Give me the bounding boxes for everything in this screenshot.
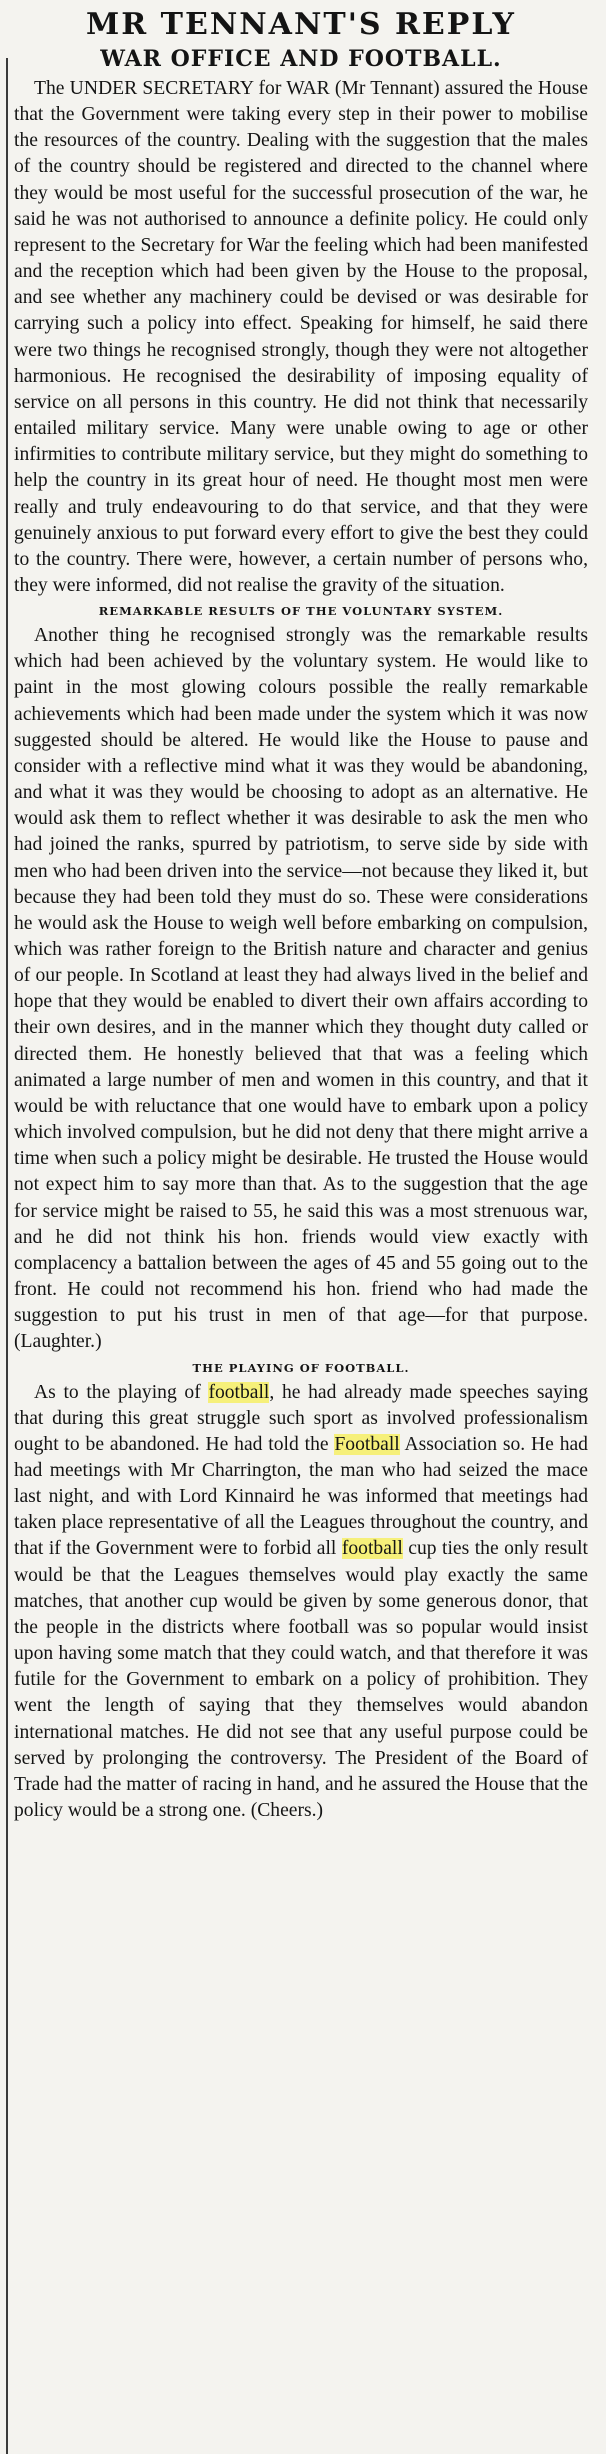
section-heading-football: THE PLAYING OF FOOTBALL. <box>192 1360 410 1375</box>
highlighted-term: football <box>341 1538 403 1560</box>
text-segment: cup ties the only result would be that the Leagues themselves would play exactly the same matches, that another cup would be given by some generous donor, that the people in the districts where football was so popular would insist upon having some match that they could watch, and that therefore it was futile for the Government to embark on a policy of prohibition. They went the length of saying that they themselves would abandon international matches. He did not see that any useful purpose could be served by prolonging the controversy. The President of the Board of Trade had the matter of racing in hand, and he assured the House that the policy would be a strong one. (Cheers.) <box>14 1538 588 1821</box>
column-rule <box>6 58 8 2454</box>
paragraph-opening: The UNDER SECRETARY for WAR (Mr Tennant) assured the House that the Government were taking every step in their power to mobilise the resources of the country. Dealing with the suggestion that the males of the country should be registered and directed to the channel where they would be most useful for the successful prosecution of the war, he said he was not authorised to announce a definite policy. He could only represent to the Secretary for War the feeling which had been manifested and the reception which had been given by the House to the proposal, and see whether any machinery could be devised or was desirable for carrying such a policy into effect. Speaking for himself, he said there were two things he recognised strongly, though they were not altogether harmonious. He recognised the desirability of imposing equality of service on all persons in this country. He did not think that necessarily entailed military service. Many were unable owing to age or other infirmities to contribute military service, but they might do something to help the country in its great hour of need. He thought most men were really and truly endeavouring to do that service, and that they were genuinely anxious to put forward every effort to give the best they could to the country. There were, however, a certain number of persons who, they were informed, did not realise the gravity of the situation. <box>14 78 588 596</box>
highlighted-term: football <box>208 1381 270 1403</box>
paragraph-football <box>14 1380 588 1825</box>
highlighted-term: Football <box>334 1433 400 1455</box>
paragraph-voluntary-system: Another thing he recognised strongly was the remarkable results which had been achieved by the voluntary system. He would like to paint in the most glowing colours possible the really remarkable achievements which had been made under the system which it was now suggested should be altered. He would like the House to pause and consider with a reflective mind what it was they would be abandoning, and what it was they would be choosing to adopt as an alternative. He would ask them to reflect whether it was desirable to ask the men who had joined the ranks, spurred by patriotism, to serve side by side with men who had been driven into the service—not because they liked it, but because they had been told they must do so. These were considerations he would ask the House to weigh well before embarking on compulsion, which was rather foreign to the British nature and character and genius of our people. In Scotland at least they had always lived in the belief and hope that they would be enabled to divert their own affairs according to their own desires, and in the manner which they thought duty called or directed them. He honestly believed that that was a feeling which animated a large number of men and women in this country, and that it would be with reluctance that one would have to embark upon a policy which involved compulsion, but he did not deny that there might arrive a time when such a policy might be desirable. He trusted the House would not expect him to say more than that. As to the suggestion that the age for service might be raised to 55, he said this was a most strenuous war, and he did not think his hon. friends would view exactly with complacency a battalion between the ages of 45 and 55 going out to the front. He could not recommend his hon. friend who had made the suggestion to put his trust in men of that age—for that purpose. (Laughter.) <box>14 625 588 1353</box>
section-heading-voluntary-system: REMARKABLE RESULTS OF THE VOLUNTARY SYSTEM. <box>98 604 504 619</box>
text-segment: As to the playing of <box>34 1381 209 1403</box>
subheadline: WAR OFFICE AND FOOTBALL. <box>100 46 502 72</box>
headline: MR TENNANT'S REPLY <box>86 7 516 42</box>
text-segment: , he had already made speeches saying that during this great struggle such sport as involved professionalism ought to be abandoned. He had told the <box>14 1381 588 1455</box>
text-segment: Association so. He had had meetings with Mr Charrington, the man who had seized the mace last night, and with Lord Kinnaird he was informed that meetings had taken place representative of all the Leagues throughout the country, and that if the Government were to forbid all <box>14 1433 588 1560</box>
